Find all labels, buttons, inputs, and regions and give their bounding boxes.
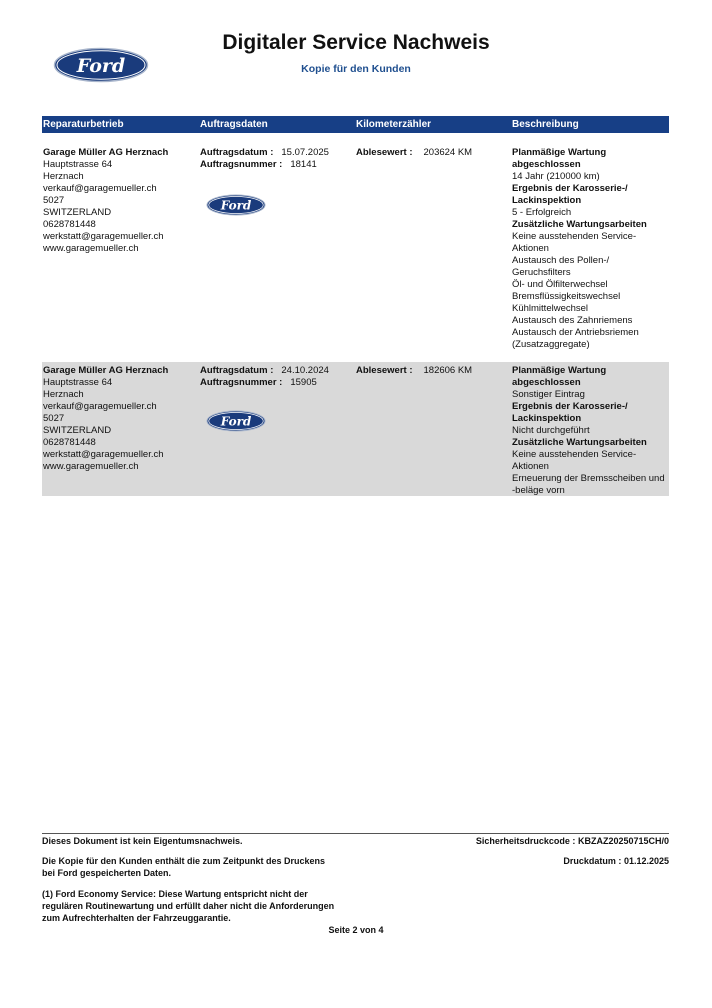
reading-label: Ablesewert : xyxy=(356,365,413,376)
order-date: 24.10.2024 xyxy=(281,365,329,376)
workshop-country: SWITZERLAND xyxy=(43,207,112,218)
description-item: Ergebnis der Karosserie-/ Lackinspektion xyxy=(512,183,628,206)
odometer-info xyxy=(356,147,506,159)
workshop-country: SWITZERLAND xyxy=(43,425,112,436)
workshop-name: Garage Müller AG Herznach xyxy=(43,365,169,376)
column-header-workshop: Reparaturbetrieb xyxy=(43,119,124,130)
workshop-phone: 0628781448 xyxy=(43,437,96,448)
order-info xyxy=(200,365,350,389)
security-code-value: KBZAZ20250715CH/0 xyxy=(577,836,669,846)
workshop-phone: 0628781448 xyxy=(43,219,96,230)
description-item: Keine ausstehenden Service-Aktionen xyxy=(512,231,637,254)
description-item: Zusätzliche Wartungsarbeiten xyxy=(512,437,647,448)
workshop-website: www.garagemueller.ch xyxy=(43,461,139,472)
workshop-service-email: werkstatt@garagemueller.ch xyxy=(43,231,164,242)
odometer-info xyxy=(356,365,506,377)
description-item: Nicht durchgeführt xyxy=(512,425,590,436)
workshop-sales-email: verkauf@garagemueller.ch xyxy=(43,183,157,194)
service-record xyxy=(42,144,669,352)
description-item: Bremsflüssigkeitswechsel xyxy=(512,291,621,302)
page-title: Digitaler Service Nachweis xyxy=(222,31,490,54)
description-item: Austausch der Antriebsriemen (Zusatzaggregate) xyxy=(512,327,639,350)
service-record xyxy=(42,362,669,496)
odometer-value: 182606 KM xyxy=(423,365,473,376)
economy-note-line: zum Aufrechterhalten der Fahrzeuggarantie. xyxy=(42,913,231,923)
security-code-label: Sicherheitsdruckcode : xyxy=(475,836,576,846)
workshop-service-email: werkstatt@garagemueller.ch xyxy=(43,449,164,460)
page-subtitle: Kopie für den Kunden xyxy=(301,63,411,75)
description-item: Öl- und Ölfilterwechsel xyxy=(512,279,608,290)
description-item: Kühlmittelwechsel xyxy=(512,303,589,314)
column-header-order: Auftragsdaten xyxy=(200,119,268,130)
description-item: Austausch des Zahnriemens xyxy=(512,315,633,326)
workshop-city: Herznach xyxy=(43,171,84,182)
copy-note-line: bei Ford gespeicherten Daten. xyxy=(42,868,172,878)
economy-note-line: regulären Routinewartung und erfüllt daher nicht die Anforderungen xyxy=(42,901,335,911)
svg-text:Ford: Ford xyxy=(220,198,252,213)
print-date-value: 01.12.2025 xyxy=(623,856,669,866)
description-list xyxy=(512,147,669,351)
workshop-zip: 5027 xyxy=(43,413,65,424)
svg-text:Ford: Ford xyxy=(76,55,126,77)
footer-divider xyxy=(42,833,669,834)
workshop-street: Hauptstrasse 64 xyxy=(43,159,113,170)
economy-service-note xyxy=(42,888,382,924)
copy-note xyxy=(42,855,362,879)
copy-note-line: Die Kopie für den Kunden enthält die zum Zeitpunkt des Druckens xyxy=(42,856,326,866)
economy-note-line: (1) Ford Economy Service: Diese Wartung entspricht nicht der xyxy=(42,889,308,899)
description-item: Zusätzliche Wartungsarbeiten xyxy=(512,219,647,230)
description-item: 14 Jahr (210000 km) xyxy=(512,171,600,182)
security-code xyxy=(476,835,669,847)
print-date xyxy=(563,855,669,867)
description-item: Austausch des Pollen-/ Geruchsfilters xyxy=(512,255,610,278)
description-item: Ergebnis der Karosserie-/ Lackinspektion xyxy=(512,401,628,424)
order-date-label: Auftragsdatum : xyxy=(200,147,274,158)
workshop-info xyxy=(43,147,193,255)
order-date-label: Auftragsdatum : xyxy=(200,365,274,376)
order-number: 18141 xyxy=(290,159,317,170)
workshop-info xyxy=(43,365,193,473)
page-number: Seite 2 von 4 xyxy=(328,925,384,935)
order-info xyxy=(200,147,350,171)
workshop-street: Hauptstrasse 64 xyxy=(43,377,113,388)
workshop-website: www.garagemueller.ch xyxy=(43,243,139,254)
description-item: Keine ausstehenden Service-Aktionen xyxy=(512,449,637,472)
print-date-label: Druckdatum : xyxy=(563,856,622,866)
order-number-label: Auftragsnummer : xyxy=(200,377,283,388)
order-number-label: Auftragsnummer : xyxy=(200,159,283,170)
reading-label: Ablesewert : xyxy=(356,147,413,158)
column-header-odometer: Kilometerzähler xyxy=(356,119,432,130)
workshop-zip: 5027 xyxy=(43,195,65,206)
order-date: 15.07.2025 xyxy=(281,147,329,158)
ownership-note: Dieses Dokument ist kein Eigentumsnachweis. xyxy=(42,836,243,846)
description-item: Planmäßige Wartung abgeschlossen xyxy=(512,365,607,388)
svg-text:Ford: Ford xyxy=(220,414,252,429)
description-item: 5 - Erfolgreich xyxy=(512,207,572,218)
workshop-name: Garage Müller AG Herznach xyxy=(43,147,169,158)
description-list xyxy=(512,365,669,497)
order-number: 15905 xyxy=(290,377,317,388)
table-header xyxy=(42,116,669,133)
ford-logo-small xyxy=(206,410,266,432)
description-item: Planmäßige Wartung abgeschlossen xyxy=(512,147,607,170)
column-header-description: Beschreibung xyxy=(512,119,579,130)
description-item: Erneuerung der Bremsscheiben und -beläge vorn xyxy=(512,473,665,496)
ford-logo-small xyxy=(206,194,266,216)
workshop-city: Herznach xyxy=(43,389,84,400)
description-item: Sonstiger Eintrag xyxy=(512,389,585,400)
ford-logo xyxy=(53,47,149,83)
workshop-sales-email: verkauf@garagemueller.ch xyxy=(43,401,157,412)
odometer-value: 203624 KM xyxy=(423,147,473,158)
